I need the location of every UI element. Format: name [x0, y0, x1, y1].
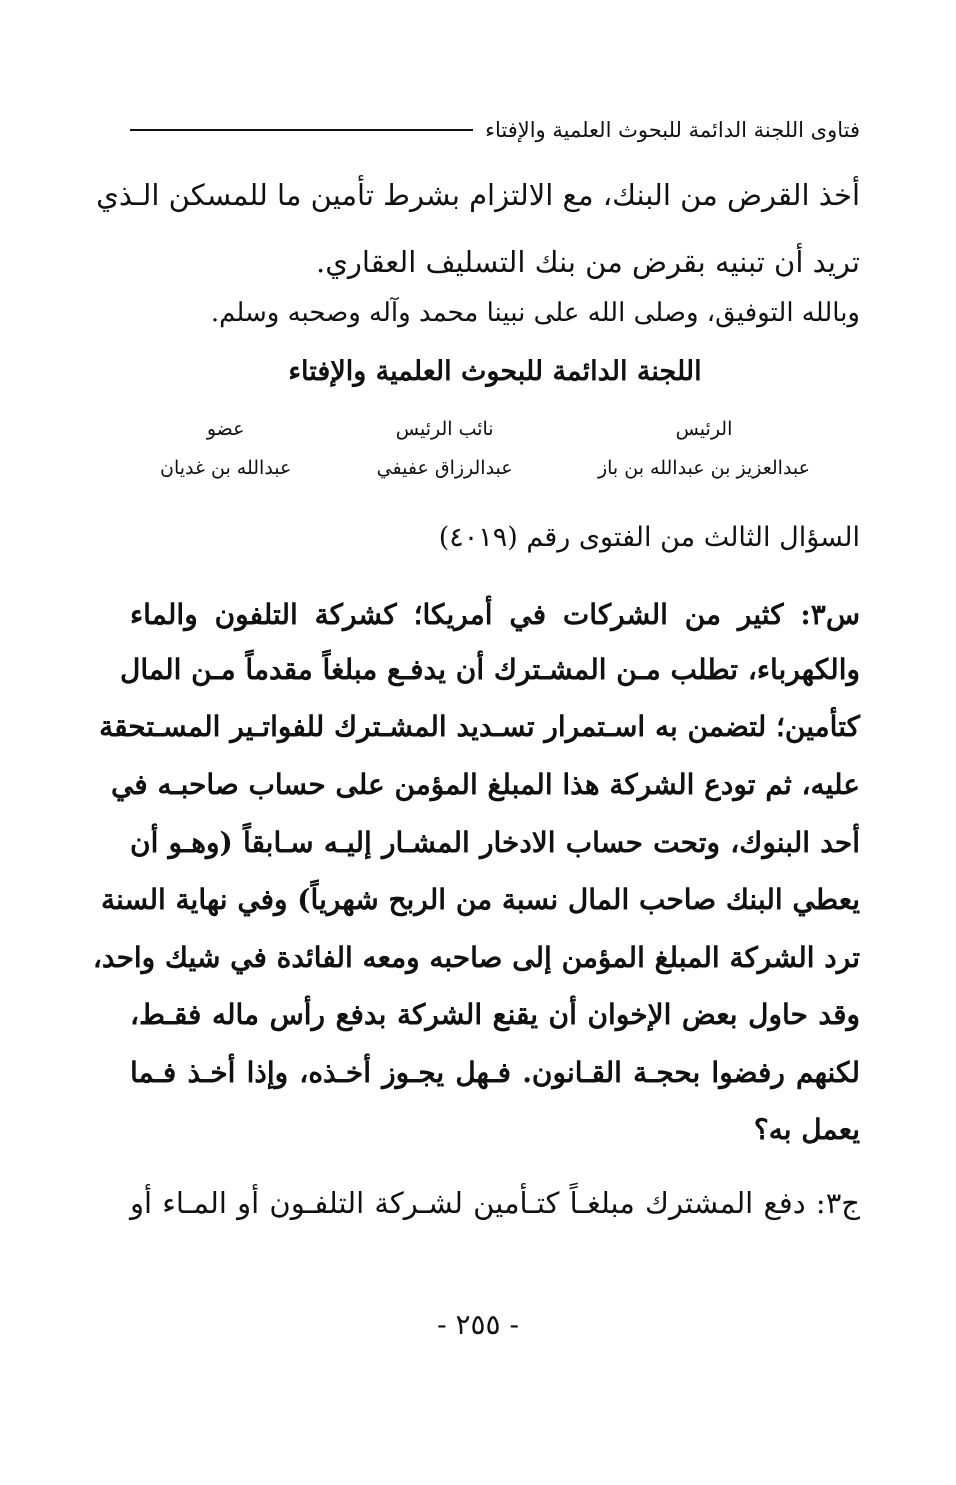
running-header: [130, 112, 860, 148]
signatory-name: عبدالعزيز بن عبدالله بن باز: [597, 457, 810, 479]
header-rule: [130, 129, 473, 131]
question-line: يعمل به؟: [753, 1113, 860, 1146]
question-line: أحد البنوك، وتحت حساب الادخار المشـار إليـه سـابقاً (وهـو أن: [130, 826, 860, 859]
signatory-name: عبدالرزاق عفيفي: [376, 457, 513, 479]
signatory-chairman: [598, 410, 810, 488]
question-line: عليه، ثم تودع الشركة هذا المبلغ المؤمن على حساب صاحبـه في: [110, 768, 860, 801]
signatory-role: عضو: [206, 418, 245, 440]
signatory-vice-chairman: [377, 410, 513, 488]
signatory-member: [160, 410, 291, 488]
closing-line: وبالله التوفيق، وصلى الله على نبينا محمد وآله وصحبه وسلم.: [210, 298, 860, 328]
header-title: فتاوى اللجنة الدائمة للبحوث العلمية والإفتاء: [485, 118, 860, 142]
signatory-role: الرئيس: [675, 418, 733, 440]
question-line: وقد حاول بعض الإخوان أن يقنع الشركة بدفع رأس ماله فقـط،: [130, 998, 860, 1031]
signatures-block: [160, 410, 810, 488]
answer-line: ج٣: دفع المشترك مبلغـاً كتـأمين لشـركة التلفـون أو المـاء أو: [130, 1186, 860, 1220]
question-line: س٣: كثير من الشركات في أمريكا؛ كشركة التلفون والماء: [130, 598, 860, 631]
page-number: - ٢٥٥ -: [437, 1308, 519, 1341]
question-line: لكنهم رفضوا بحجـة القـانون. فـهل يجـوز أخـذه، وإذا أخـذ فـما: [130, 1056, 860, 1089]
question-line: كتأمين؛ لتضمن به اسـتمرار تسـديد المشـترك للفواتـير المسـتحقة: [99, 710, 860, 743]
committee-title: اللجنة الدائمة للبحوث العلمية والإفتاء: [288, 356, 702, 387]
question-line: يعطي البنك صاحب المال نسبة من الربح شهرياً) وفي نهاية السنة: [101, 883, 860, 916]
paragraph-line: تريد أن تبنيه بقرض من بنك التسليف العقاري.: [316, 245, 860, 279]
question-heading: السؤال الثالث من الفتوى رقم (٤٠١٩): [438, 522, 860, 553]
question-line: والكهرباء، تطلب مـن المشـترك أن يدفـع مبلغاً مقدماً مـن المال: [120, 653, 860, 686]
signatory-role: نائب الرئيس: [395, 418, 494, 440]
paragraph-line: أخذ القرض من البنك، مع الالتزام بشرط تأمين ما للمسكن الـذي: [96, 178, 860, 212]
signatory-name: عبدالله بن غديان: [160, 457, 292, 479]
question-line: ترد الشركة المبلغ المؤمن إلى صاحبه ومعه الفائدة في شيك واحد،: [92, 941, 860, 974]
